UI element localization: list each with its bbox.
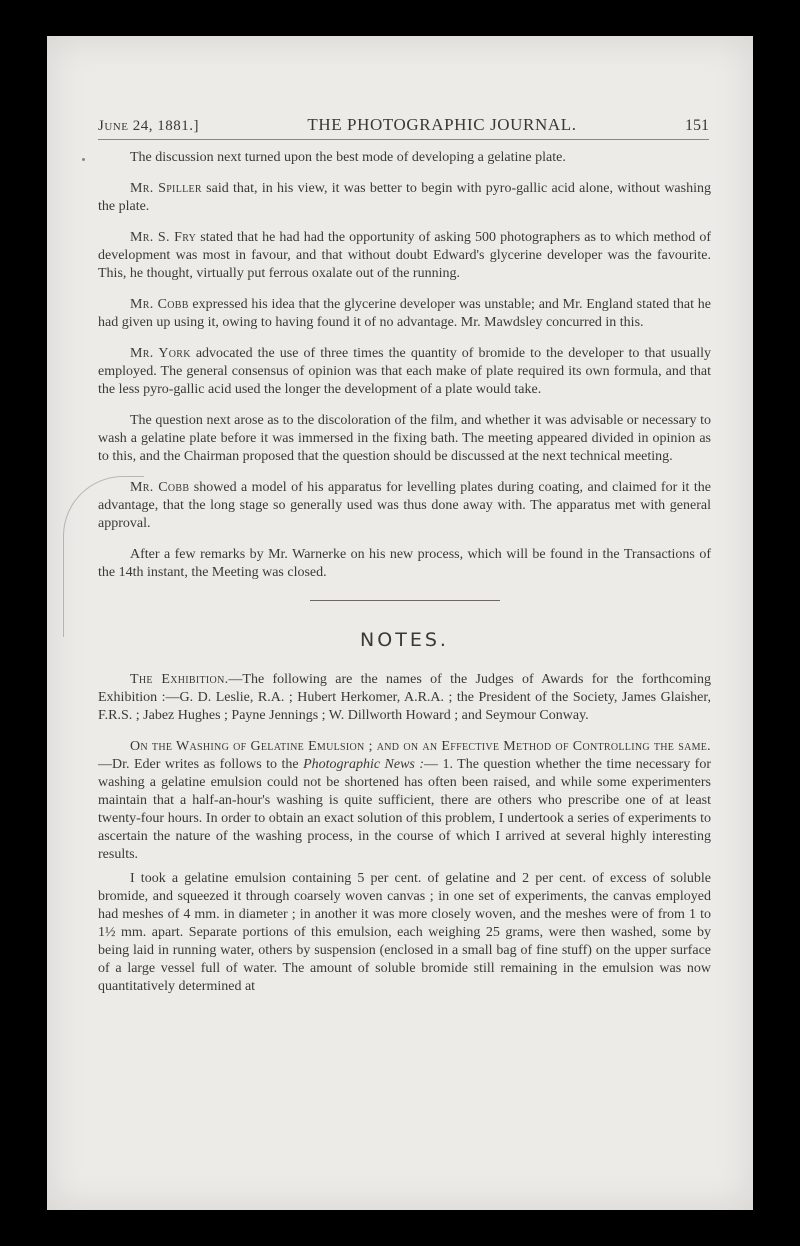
section-divider xyxy=(310,600,500,601)
paragraph: Mr. Spiller said that, in his view, it was better to begin with pyro-gallic acid alone, without washing the plate. xyxy=(98,181,711,214)
note-exhibition: The Exhibition.—The following are the names of the Judges of Awards for the forthcoming Exhibition :—G. D. Leslie, R.A. ; Hubert Herkomer, A.R.A. ; the President of the Society, James Glaisher, F.R.S. ; Jabez Hughes ; Payne Jennings ; W. Dillworth Howard ; and Seymour Conway. xyxy=(98,672,711,723)
speaker-name: Mr. Spiller xyxy=(130,181,202,196)
page-speck xyxy=(82,158,85,161)
notes-section xyxy=(98,671,711,996)
speaker-name: Mr. Cobb xyxy=(130,297,189,312)
speaker-name: Mr. York xyxy=(130,346,191,361)
article-body xyxy=(98,149,711,1009)
journal-title: THE PHOTOGRAPHIC JOURNAL. xyxy=(307,115,577,134)
paragraph: The discussion next turned upon the best mode of developing a gelatine plate. xyxy=(130,150,566,165)
notes-heading: NOTES. xyxy=(360,629,449,651)
speaker-name: Mr. Cobb xyxy=(130,480,190,495)
running-header xyxy=(98,115,709,135)
speaker-name: Mr. S. Fry xyxy=(130,230,197,245)
paragraph: After a few remarks by Mr. Warnerke on his new process, which will be found in the Transactions of the 14th instant, the Meeting was closed. xyxy=(98,547,711,580)
header-rule xyxy=(98,139,709,140)
journal-page xyxy=(47,36,753,1210)
note-experiment: I took a gelatine emulsion containing 5 per cent. of gelatine and 2 per cent. of excess of soluble bromide, and squeezed it through coarsely woven canvas ; in one set of experiments, the canvas employed had meshes of 4 mm. in diameter ; in another it was more closely woven, and the meshes were of from 1 to 1½ mm. apart. Separate portions of this emulsion, each weighing 25 grams, were then washed, some by being laid in running water, others by suspension (enclosed in a small bag of fine stuff) on the upper surface of a large vessel full of water. The amount of soluble bromide still remaining in the emulsion was now quantitatively determined at xyxy=(98,871,711,994)
paragraph: The question next arose as to the discoloration of the film, and whether it was advisable or necessary to wash a gelatine plate before it was immersed in the fixing bath. The meeting appeared divided in opinion as to this, and the Chairman proposed that the question should be discussed at the next technical meeting. xyxy=(98,413,711,464)
issue-date: June 24, 1881.] xyxy=(98,118,199,134)
note-title: On the Washing of Gelatine Emulsion ; and on an Effective Method of Controlling the same. xyxy=(130,739,711,754)
page-number: 151 xyxy=(685,117,709,134)
paragraph: Mr. Cobb showed a model of his apparatus for levelling plates during coating, and claimed for it the advantage, that the long stage so generally used was thus done away with. The apparatus met with general approval. xyxy=(98,480,711,531)
note-title: The Exhibition. xyxy=(130,672,229,687)
paragraph: Mr. S. Fry stated that he had had the opportunity of asking 500 photographers as to which method of development was most in favour, and that without doubt Edward's glycerine developer was the favourite. This, he thought, virtually put ferrous oxalate out of the running. xyxy=(98,230,711,281)
note-washing: On the Washing of Gelatine Emulsion ; and on an Effective Method of Controlling the same.—Dr. Eder writes as follows to the Photographic News :— 1. The question whether the time necessary for washing a gelatine emulsion could not be shortened has often been raised, and while some experimenters maintain that a half-an-hour's washing is quite sufficient, there are others who prescribe one of at least twenty-four hours. In order to obtain an exact solution of this problem, I undertook a series of experiments to ascertain the nature of the washing process, in the course of which I arrived at several highly interesting results. xyxy=(98,739,711,862)
paragraph: Mr. Cobb expressed his idea that the glycerine developer was unstable; and Mr. England stated that he had given up using it, owing to having found it of no advantage. Mr. Mawdsley concurred in this. xyxy=(98,297,711,330)
paragraph: Mr. York advocated the use of three times the quantity of bromide to the developer to that usually employed. The general consensus of opinion was that each make of plate required its own formula, and that the less pyro-gallic acid used the longer the development of a plate would take. xyxy=(98,346,711,397)
source-title: Photographic News : xyxy=(303,757,424,772)
